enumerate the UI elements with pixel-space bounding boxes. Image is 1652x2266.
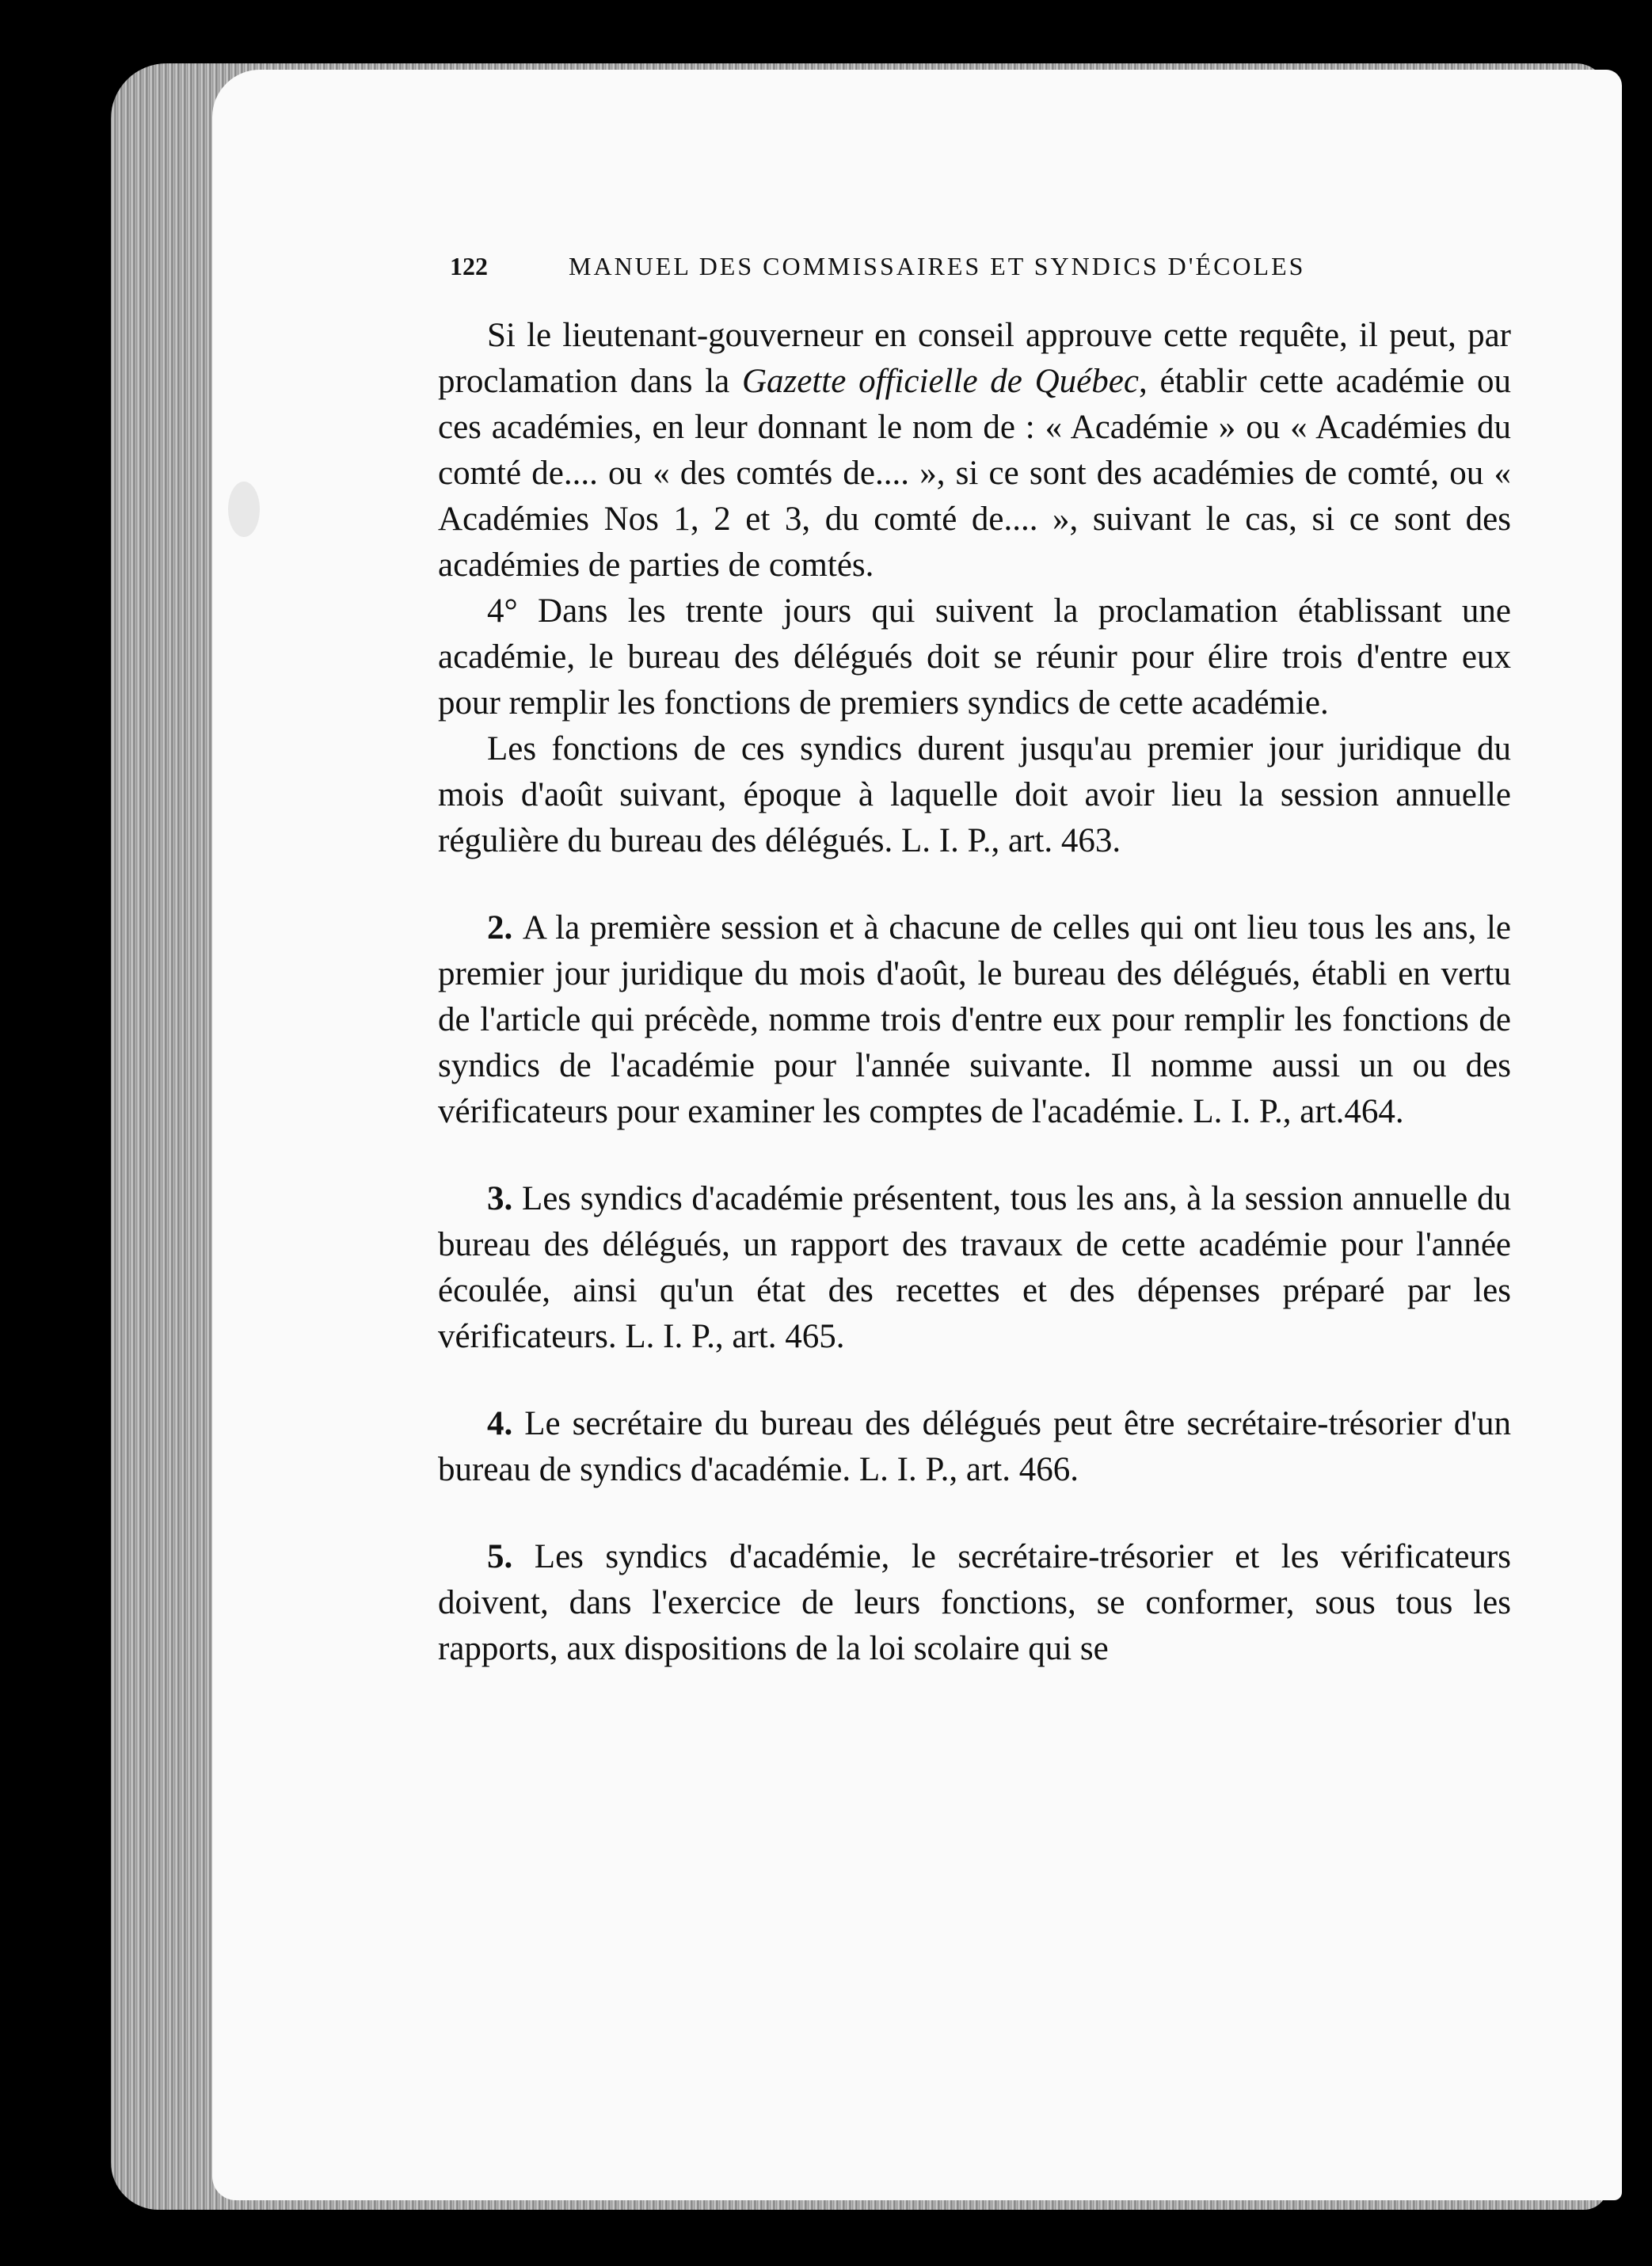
- article-text: Les syndics d'académie présentent, tous les ans, à la session annuelle du bureau des délégués, un rapport des travaux de cette académie pour l'année écoulée, ainsi qu'un état des recettes et des dépenses préparé par les vérificateurs. L. I. P., art. 465.: [438, 1180, 1512, 1355]
- article-number: 4: [487, 1405, 504, 1442]
- article-5: 5. Les syndics d'académie, le secrétaire-trésorier et les vérificateurs doivent, dans l'exercice de leurs fonctions, se conformer, sous tous les rapports, aux dispositions de la loi scolaire qui se: [438, 1538, 1511, 1667]
- article-4: 4. Le secrétaire du bureau des délégués peut être secrétaire-trésorier d'un bureau de syndics d'académie. L. I. P., art. 466.: [438, 1405, 1511, 1488]
- article-3: 3. Les syndics d'académie présentent, tous les ans, à la session annuelle du bureau des délégués, un rapport des travaux de cette académie pour l'année écoulée, ainsi qu'un état des recettes et des dépenses préparé par les vérificateurs. L. I. P., art. 465.: [438, 1180, 1512, 1355]
- page-speck: [228, 482, 260, 537]
- page-body: [438, 313, 1511, 1672]
- article-text: A la première session et à chacune de celles qui ont lieu tous les ans, le premier jour juridique du mois d'août, le bureau des délégués, établi en vertu de l'article qui précède, nomme trois d'entre eux pour remplir les fonctions de syndics de l'académie pour l'année suivante. Il nomme aussi un ou des vérificateurs pour examiner les comptes de l'académie. L. I. P., art.464.: [438, 909, 1511, 1130]
- paragraph-proclamation: Si le lieutenant-gouverneur en conseil approuve cette requête, il peut, par proclamation dans la Gazette officielle de Québec, établir cette académie ou ces académies, en leur donnant le nom de : « Académie » ou « Académies du comté de.... ou « des comtés de.... », si ce sont des académies de comté, ou « Académies Nos 1, 2 et 3, du comté de.... », suivant le cas, si ce sont des académies de parties de comtés.: [438, 317, 1512, 584]
- page-header: [450, 252, 1392, 281]
- article-number: 5: [487, 1538, 504, 1575]
- paragraph-clause-4: 4° Dans les trente jours qui suivent la proclamation établissant une académie, le bureau des délégués doit se réunir pour élire trois d'entre eux pour remplir les fonctions de premiers syndics de cette académie.: [438, 592, 1511, 722]
- page-number: 122: [450, 252, 488, 280]
- article-number: 2: [487, 909, 504, 946]
- paragraph-syndics-term: Les fonctions de ces syndics durent jusqu'au premier jour juridique du mois d'août suivant, époque à laquelle doit avoir lieu la session annuelle régulière du bureau des délégués. L. I. P., art. 463.: [438, 730, 1511, 859]
- article-2: 2. A la première session et à chacune de celles qui ont lieu tous les ans, le premier jour juridique du mois d'août, le bureau des délégués, établi en vertu de l'article qui précède, nomme trois d'entre eux pour remplir les fonctions de syndics de l'académie pour l'année suivante. Il nomme aussi un ou des vérificateurs pour examiner les comptes de l'académie. L. I. P., art.464.: [438, 909, 1511, 1130]
- gazette-title: Gazette officielle de Québec: [741, 363, 1139, 400]
- article-text: Les syndics d'académie, le secrétaire-trésorier et les vérificateurs doivent, dans l'exercice de leurs fonctions, se conformer, sous tous les rapports, aux dispositions de la loi scolaire qui se: [438, 1538, 1511, 1667]
- article-number: 3: [487, 1180, 504, 1217]
- article-text: Le secrétaire du bureau des délégués peut être secrétaire-trésorier d'un bureau de syndics d'académie. L. I. P., art. 466.: [438, 1405, 1511, 1488]
- running-head: MANUEL DES COMMISSAIRES ET SYNDICS D'ÉCOLES: [569, 252, 1306, 280]
